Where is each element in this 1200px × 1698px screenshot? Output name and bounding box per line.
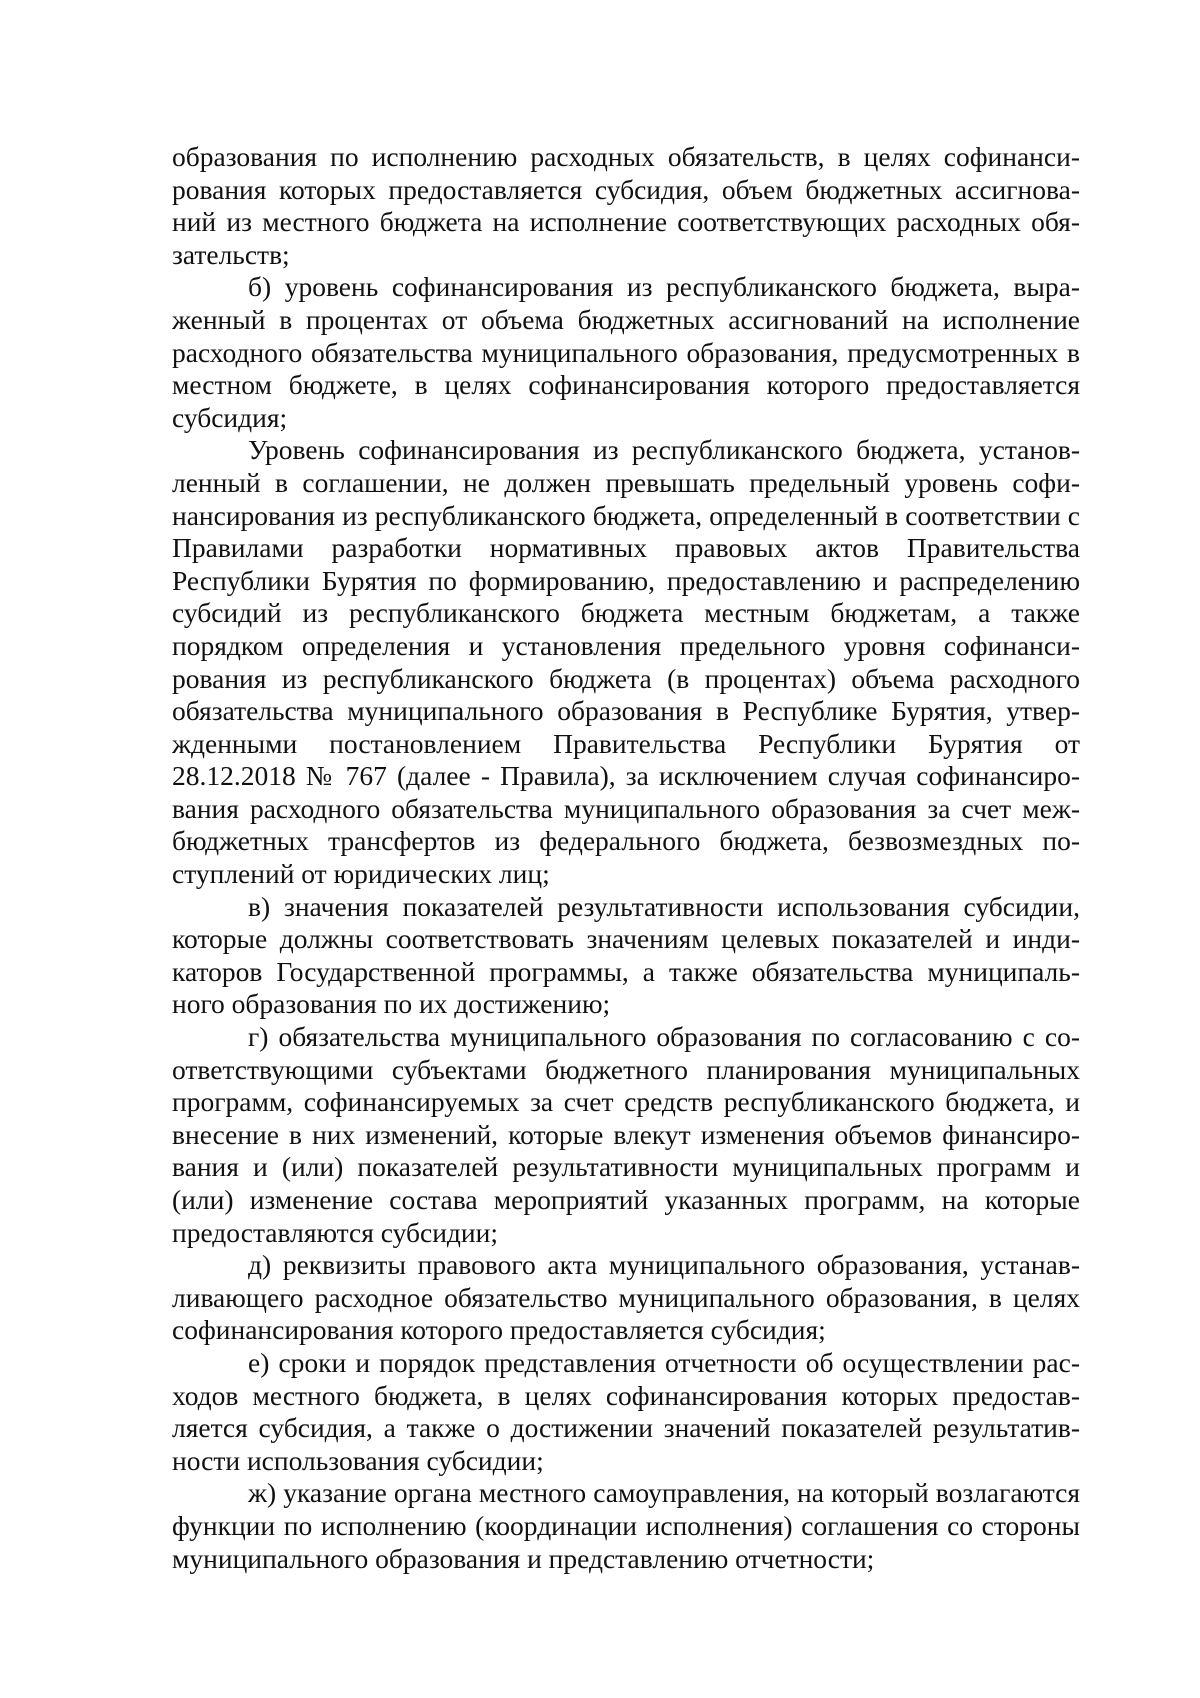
paragraph-intro-continuation: образования по исполнению расходных обязательств, в целях софинансирования которых предоставляется субсидия, объем бюджетных ассигнований из местного бюджета на исполнение соответствующих расходных обязательств;: [172, 141, 1080, 270]
paragraph-item-zh: ж) указание органа местного самоуправления, на который возлагаются функции по исполнению (координации исполнения) соглашения со стороны муниципального образования и представлению отчетности;: [172, 1477, 1080, 1574]
paragraph-item-d: д) реквизиты правового акта муниципального образования, устанавливающего расходное обязательство муниципального образования, в целях софинансирования которого предоставляется субсидия;: [172, 1249, 1080, 1346]
paragraph-item-b: б) уровень софинансирования из республиканского бюджета, выраженный в процентах от объема бюджетных ассигнований на исполнение расходного обязательства муниципального образования, предусмотренных в местном бюджете, в целях софинансирования которого предоставляется субсидия;: [172, 271, 1080, 433]
paragraph-cofinancing-level: Уровень софинансирования из республиканского бюджета, установленный в соглашении, не должен превышать предельный уровень софинансирования из республиканского бюджета, определенный в соответствии с Правилами разработки нормативных правовых актов Правительства Республики Бурятия по формированию, предоставлению и распределению субсидий из республиканского бюджета местным бюджетам, а также порядком определения и установления предельного уровня софинансирования из республиканского бюджета (в процентах) объема расходного обязательства муниципального образования в Республике Бурятия, утвержденными постановлением Правительства Республики Бурятия от 28.12.2018 № 767 (далее - Правила), за исключением случая софинансирования расходного обязательства муниципального образования за счет межбюджетных трансфертов из федерального бюджета, безвозмездных поступлений от юридических лиц;: [172, 434, 1080, 890]
paragraph-item-v: в) значения показателей результативности использования субсидии, которые должны соответствовать значениям целевых показателей и индикаторов Государственной программы, а также обязательства муниципального образования по их достижению;: [172, 890, 1080, 1020]
paragraph-item-g: г) обязательства муниципального образования по согласованию с соответствующими субъектами бюджетного планирования муниципальных программ, софинансируемых за счет средств республиканского бюджета, и внесение в них изменений, которые влекут изменения объемов финансирования и (или) показателей результативности муниципальных программ и (или) изменение состава мероприятий указанных программ, на которые предоставляются субсидии;: [172, 1021, 1080, 1248]
document-body: [172, 141, 1080, 1575]
paragraph-item-e: е) сроки и порядок представления отчетности об осуществлении расходов местного бюджета, в целях софинансирования которых предоставляется субсидия, а также о достижении значений показателей результативности использования субсидии;: [172, 1346, 1080, 1476]
